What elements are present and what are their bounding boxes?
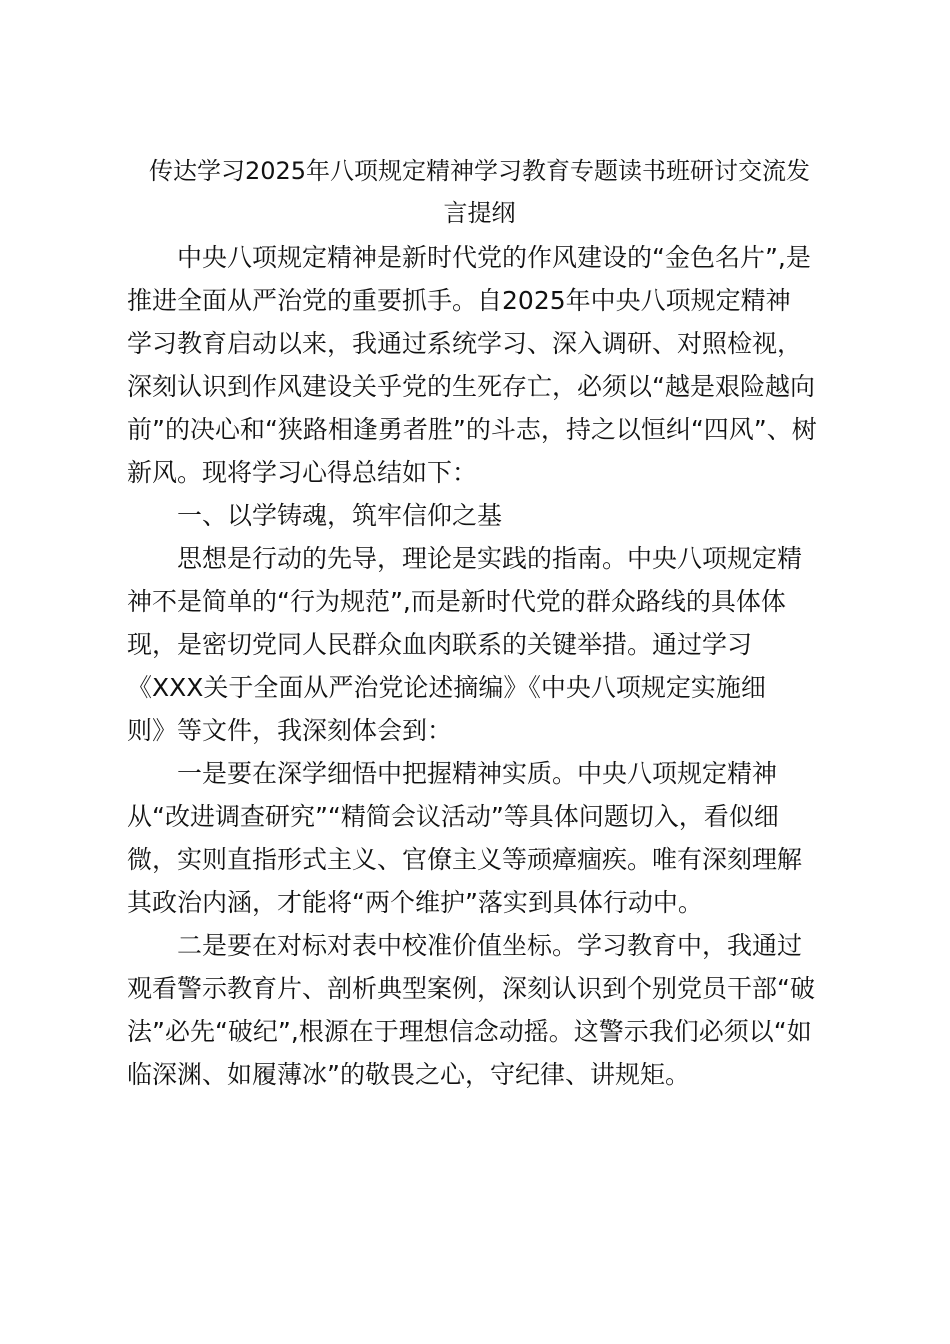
title-line: 传达学习2025年八项规定精神学习教育专题读书班研讨交流发 — [148, 157, 811, 185]
paragraph-line: 神不是简单的“行为规范”,而是新时代党的群众路线的具体体 — [127, 587, 786, 616]
paragraph-line: 则》等文件，我深刻体会到： — [127, 716, 453, 745]
paragraph-line: 思想是行动的先导，理论是实践的指南。中央八项规定精 — [177, 544, 803, 573]
paragraph-line: 现，是密切党同人民群众血肉联系的关键举措。通过学习 — [127, 630, 753, 659]
paragraph-line: 其政治内涵，才能将“两个维护”落实到具体行动中。 — [127, 888, 703, 917]
document-title — [127, 150, 832, 234]
paragraph-line: 法”必先“破纪”,根源在于理想信念动摇。这警示我们必须以“如 — [127, 1017, 812, 1046]
title-line: 言提纲 — [443, 199, 516, 227]
paragraph-line: 推进全面从严治党的重要抓手。自2025年中央八项规定精神 — [127, 286, 791, 315]
section-paragraph — [127, 537, 832, 752]
paragraph-line: 《XXX关于全面从严治党论述摘编》《中央八项规定实施细 — [127, 673, 766, 702]
paragraph-line: 前”的决心和“狭路相逢勇者胜”的斗志，持之以恒纠“四风”、树 — [127, 415, 817, 444]
paragraph-line: 新风。现将学习心得总结如下： — [127, 458, 478, 487]
document-page — [127, 150, 832, 1096]
paragraph-line: 临深渊、如履薄冰”的敬畏之心，守纪律、讲规矩。 — [127, 1060, 690, 1089]
paragraph-line: 观看警示教育片、剖析典型案例，深刻认识到个别党员干部“破 — [127, 974, 815, 1003]
section-paragraph — [127, 752, 832, 924]
paragraph-line: 中央八项规定精神是新时代党的作风建设的“金色名片”,是 — [177, 243, 811, 272]
section-heading: 一、以学铸魂，筑牢信仰之基 — [177, 501, 503, 530]
paragraph-line: 一是要在深学细悟中把握精神实质。中央八项规定精神 — [177, 759, 778, 788]
paragraph-line: 深刻认识到作风建设关乎党的生死存亡，必须以“越是艰险越向 — [127, 372, 815, 401]
paragraph-line: 学习教育启动以来，我通过系统学习、深入调研、对照检视， — [127, 329, 803, 358]
paragraph-line: 从“改进调查研究”“精简会议活动”等具体问题切入，看似细 — [127, 802, 779, 831]
section-paragraph — [127, 924, 832, 1096]
paragraph-line: 二是要在对标对表中校准价值坐标。学习教育中，我通过 — [177, 931, 803, 960]
paragraph-line: 微，实则直指形式主义、官僚主义等顽瘴痼疾。唯有深刻理解 — [127, 845, 803, 874]
intro-paragraph — [127, 236, 832, 494]
